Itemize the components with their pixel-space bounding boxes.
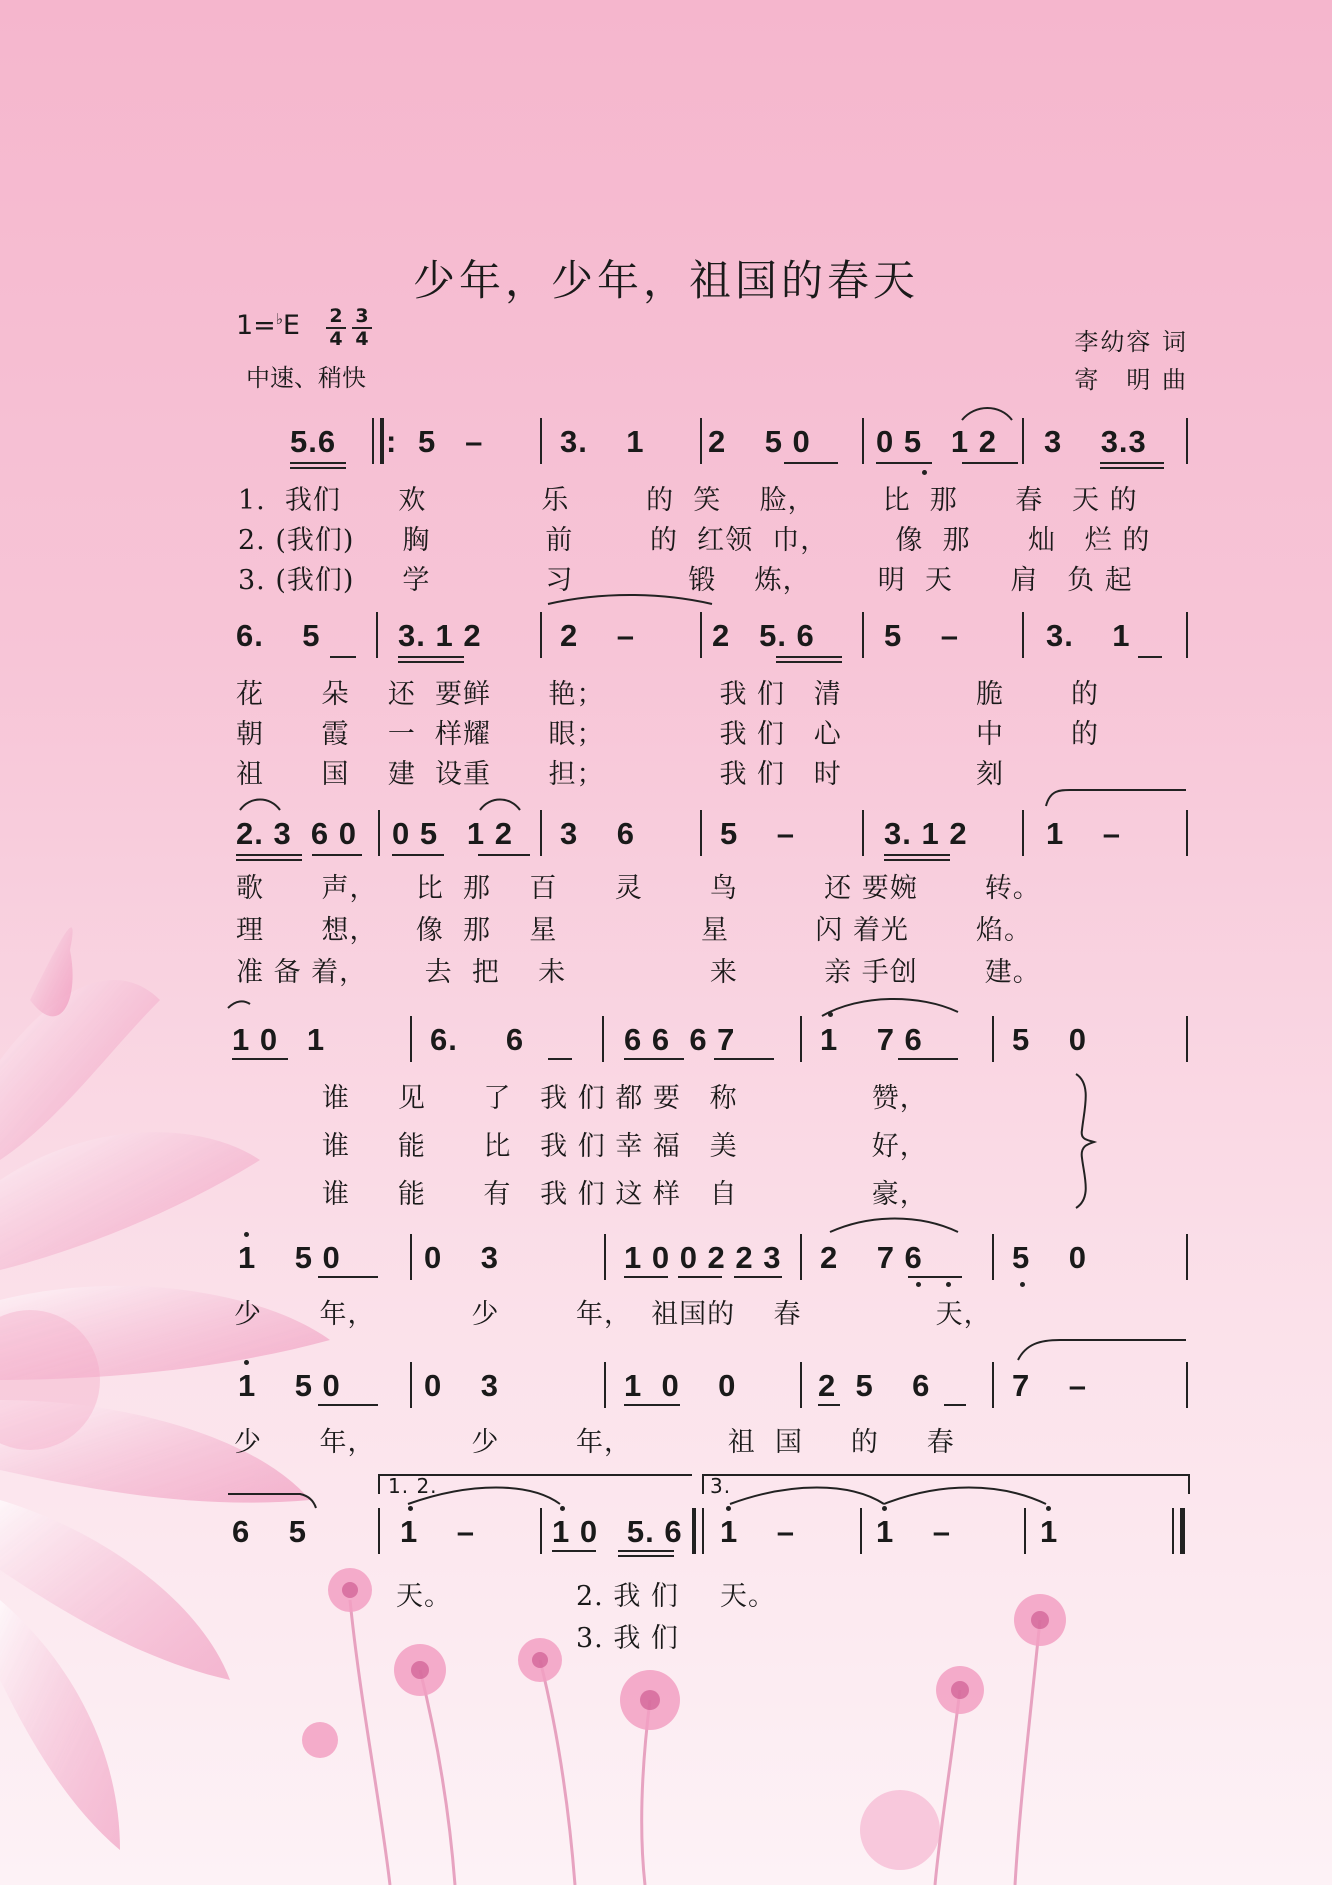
note-group: 5 – (884, 618, 959, 653)
time-signature-1 (326, 307, 346, 349)
lyric-verse-3: 准 备 着， 去 把 未 来 亲 手创 建。 (236, 957, 1041, 988)
note-group: 0 5 1 2 (876, 424, 998, 459)
volta-2-label: 3. (710, 1474, 732, 1498)
barline (800, 1016, 802, 1062)
lyric-verse-2: 2. (我们) 胸 前 的 红领 巾， 像 那 灿 烂 的 (238, 525, 1151, 556)
flat-sign: ♭ (275, 310, 283, 328)
lyric-verse-1: 谁 见 了 我 们 都 要 称 赞， (322, 1083, 928, 1114)
note-group: 1 (1040, 1514, 1059, 1549)
note-group: 1 0 0 (624, 1368, 737, 1403)
note-group: 1 – (720, 1514, 795, 1549)
barline (372, 418, 374, 464)
key-note: E (282, 310, 300, 341)
barline (540, 418, 542, 464)
note-group: 5 – (720, 816, 795, 851)
time-signature-2 (352, 307, 372, 349)
song-title: 少年，少年，祖国的春天 (412, 256, 919, 305)
barline (862, 418, 864, 464)
note-group: 0 3 (424, 1368, 499, 1403)
lyric-verse-1: 花 朵 还 要鲜 艳； 我 们 清 脆 的 (236, 679, 1100, 710)
key-label: 1= (236, 310, 276, 341)
barline (1186, 1362, 1188, 1408)
barline (540, 810, 542, 856)
note-group: 0 3 (424, 1240, 499, 1275)
barline (800, 1234, 802, 1280)
lyric-verse-2: 理 想， 像 那 星 星 闪 着光 焰。 (236, 915, 1032, 946)
key-signature (236, 310, 300, 341)
lyric-verse-3: 谁 能 有 我 们 这 样 自 豪， (322, 1179, 928, 1210)
lyric-verse-3: 祖 国 建 设重 担； 我 们 时 刻 (236, 759, 1004, 790)
lyric-line: 少 年， 少 年， 祖国的 春 天， (234, 1299, 992, 1330)
note-group: 1 5 0 (238, 1368, 341, 1403)
note-group: 2 7 6 (820, 1240, 923, 1275)
repeat-barline (380, 418, 384, 464)
lyric-verse-1: 1. 我们 欢 乐 的 笑 脸， 比 那 春 天 的 (238, 485, 1138, 516)
barline (992, 1234, 994, 1280)
lyric-verse-1: 歌 声， 比 那 百 灵 鸟 还 要婉 转。 (236, 873, 1041, 904)
barline (1186, 418, 1188, 464)
barline (540, 1508, 542, 1554)
repeat-end-barline (692, 1508, 696, 1554)
note-group: 2 – (560, 618, 635, 653)
barline (540, 612, 542, 658)
barline (1022, 418, 1024, 464)
note-group: 1 – (1046, 816, 1121, 851)
note-group: 2. 3 6 0 (236, 816, 358, 851)
note-group: 5.6 (290, 424, 337, 459)
final-barline-thin (1172, 1508, 1174, 1554)
note-group: 6. 6 (430, 1022, 525, 1057)
note-group: 1 7 6 (820, 1022, 923, 1057)
barline (1022, 810, 1024, 856)
note-group: 3 3.3 (1044, 424, 1147, 459)
volta-1-label: 1. 2. (388, 1474, 438, 1498)
barline (992, 1016, 994, 1062)
note-group: 1 0 1 (232, 1022, 326, 1057)
note-group: 1 5 0 (238, 1240, 341, 1275)
note-group: 1 – (876, 1514, 951, 1549)
time2-top: 3 (355, 305, 369, 327)
note-group: 0 5 1 2 (392, 816, 514, 851)
barline (604, 1362, 606, 1408)
note-group: 2 5 0 (708, 424, 811, 459)
note-group: 6. 5 (236, 618, 321, 653)
note-group: 3. 1 (1046, 618, 1131, 653)
note-group: 3. 1 (560, 424, 645, 459)
lyric-ending-2: 天。 (720, 1581, 776, 1612)
lyric-verse-3: 3. (我们) 学 习 锻 炼， 明 天 肩 负 起 (238, 565, 1133, 596)
note-group: 7 – (1012, 1368, 1087, 1403)
lyricist-credit: 李幼容 词 (1074, 328, 1188, 356)
lyric-verse-2: 朝 霞 一 样耀 眼； 我 们 心 中 的 (236, 719, 1100, 750)
barline (1186, 1234, 1188, 1280)
barline (700, 612, 702, 658)
note-group: 1 0 5. 6 (552, 1514, 683, 1549)
note-group: 5 0 (1012, 1022, 1087, 1057)
barline (376, 612, 378, 658)
note-group: 6 6 6 7 (624, 1022, 736, 1057)
barline (1186, 810, 1188, 856)
tempo-marking: 中速、稍快 (246, 364, 366, 392)
barline (992, 1362, 994, 1408)
barline (800, 1362, 802, 1408)
lyric-ending-verse-2: 2. 我 们 (576, 1581, 679, 1612)
note-group: 3. 1 2 (398, 618, 482, 653)
barline (602, 1016, 604, 1062)
barline (862, 810, 864, 856)
lyric-line: 少 年， 少 年， 祖 国 的 春 (234, 1427, 955, 1458)
barline (604, 1234, 606, 1280)
time2-bottom: 4 (355, 328, 369, 350)
note-group: 3 6 (560, 816, 635, 851)
barline (700, 810, 702, 856)
barline (862, 612, 864, 658)
barline (1186, 1016, 1188, 1062)
note-group: 1 0 0 2 2 3 (624, 1240, 782, 1275)
note-group: 5 – (418, 424, 484, 459)
barline (378, 810, 380, 856)
barline (410, 1362, 412, 1408)
lyric-ending-1: 天。 (396, 1581, 452, 1612)
repeat-dots: : (386, 424, 398, 459)
note-group: 1 – (400, 1514, 475, 1549)
barline (700, 418, 702, 464)
time1-top: 2 (329, 305, 343, 327)
note-group: 5 0 (1012, 1240, 1087, 1275)
barline (1022, 612, 1024, 658)
barline (702, 1508, 704, 1554)
barline (410, 1016, 412, 1062)
barline (1024, 1508, 1026, 1554)
barline (1186, 612, 1188, 658)
final-barline-thick (1180, 1508, 1185, 1554)
barline (378, 1508, 380, 1554)
barline (860, 1508, 862, 1554)
note-group: 2 5 6 (818, 1368, 931, 1403)
note-group: 3. 1 2 (884, 816, 968, 851)
barline (410, 1234, 412, 1280)
time1-bottom: 4 (329, 328, 343, 350)
lyric-verse-2: 谁 能 比 我 们 幸 福 美 好， (322, 1131, 928, 1162)
composer-credit: 寄 明 曲 (1074, 366, 1188, 394)
note-group: 6 5 (232, 1514, 307, 1549)
note-group: 2 5. 6 (712, 618, 815, 653)
lyric-ending-verse-3: 3. 我 们 (576, 1623, 679, 1654)
